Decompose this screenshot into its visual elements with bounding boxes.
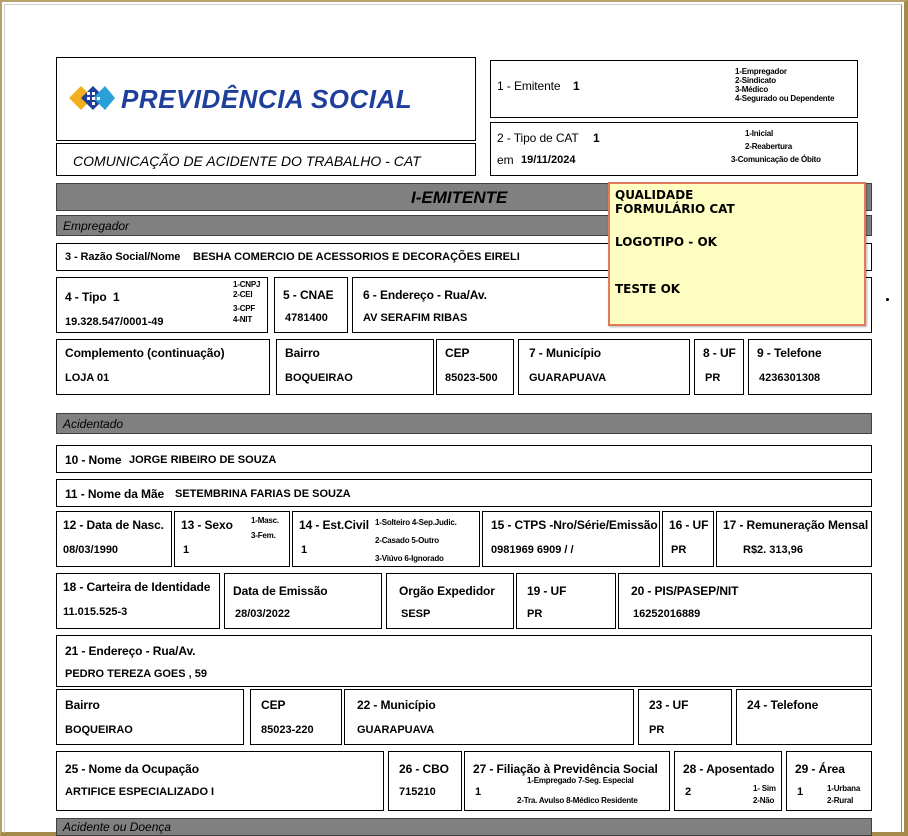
acidente-bar xyxy=(56,818,872,836)
uf16-value: PR xyxy=(671,544,687,556)
municipio-empregador-value: GUARAPUAVA xyxy=(529,372,607,384)
cep-acidentado-field xyxy=(250,689,342,745)
tipo-opt-2: 2-CEI xyxy=(233,290,253,299)
form-title-box xyxy=(56,143,476,176)
filiacao-field xyxy=(464,751,670,811)
endereco-acidentado-field xyxy=(56,635,872,687)
estcivil-value: 1 xyxy=(301,544,308,556)
uf19-value: PR xyxy=(527,608,543,620)
remun-field xyxy=(716,511,872,567)
estcivil-label: 14 - Est.Civil xyxy=(299,518,369,532)
filiacao-value: 1 xyxy=(475,786,482,798)
tipo-cat-opt-3: 3-Comunicação de Óbito xyxy=(731,155,821,164)
note-line-1: QUALIDADE xyxy=(615,188,694,202)
emissao-label: Data de Emissão xyxy=(233,584,328,598)
sexo-field xyxy=(174,511,290,567)
area-opt-2: 2-Rural xyxy=(827,796,854,805)
aposentado-label: 28 - Aposentado xyxy=(683,762,775,776)
tipo-label: 4 - Tipo xyxy=(65,290,107,304)
sexo-opt-1: 1-Masc. xyxy=(251,516,279,525)
area-field xyxy=(786,751,872,811)
bairro-acidentado-value: BOQUEIRAO xyxy=(65,724,133,736)
cbo-label: 26 - CBO xyxy=(399,762,449,776)
endereco-acidentado-value: PEDRO TEREZA GOES , 59 xyxy=(65,668,208,680)
bairro-acidentado-field xyxy=(56,689,244,745)
note-line-4: TESTE OK xyxy=(615,282,681,296)
orgao-value: SESP xyxy=(401,608,431,620)
uf23-field xyxy=(638,689,732,745)
uf19-label: 19 - UF xyxy=(527,584,567,598)
tipo-opt-4: 4-NIT xyxy=(233,315,253,324)
cnae-label: 5 - CNAE xyxy=(283,288,334,302)
sexo-value: 1 xyxy=(183,544,190,556)
nome-field xyxy=(56,445,872,473)
area-label: 29 - Área xyxy=(795,762,845,776)
tipo-value: 1 xyxy=(113,290,120,304)
tipo-cat-box xyxy=(490,122,858,176)
sexo-opt-2: 3-Fem. xyxy=(251,531,276,540)
cnae-field xyxy=(274,277,348,333)
tipo-cat-opt-1: 1-Inicial xyxy=(745,129,773,138)
razao-label: 3 - Razão Social/Nome xyxy=(65,251,181,263)
nome-value: JORGE RIBEIRO DE SOUZA xyxy=(129,454,277,466)
estcivil-field xyxy=(292,511,480,567)
em-label: em xyxy=(497,153,514,167)
ocupacao-field xyxy=(56,751,384,811)
cep-empregador-field xyxy=(436,339,514,395)
aposentado-opt-2: 2-Não xyxy=(753,796,775,805)
logo-box xyxy=(56,57,476,141)
emitente-opt-2: 2-Sindicato xyxy=(735,76,776,85)
cep-empregador-label: CEP xyxy=(445,346,470,360)
endereco-empregador-label: 6 - Endereço - Rua/Av. xyxy=(363,288,487,302)
tipo-opt-1: 1-CNPJ xyxy=(233,280,261,289)
identidade-field xyxy=(56,573,220,629)
telefone-acidentado-label: 24 - Telefone xyxy=(747,698,819,712)
emissao-value: 28/03/2022 xyxy=(235,608,291,620)
bairro-empregador-value: BOQUEIRAO xyxy=(285,372,353,384)
note-line-3: LOGOTIPO - OK xyxy=(615,235,717,249)
complemento-value: LOJA 01 xyxy=(65,372,110,384)
tipo-field xyxy=(56,277,268,333)
form-title: COMUNICAÇÃO DE ACIDENTE DO TRABALHO - CAT xyxy=(73,153,421,169)
ocupacao-label: 25 - Nome da Ocupação xyxy=(65,762,199,776)
identidade-label: 18 - Carteira de Identidade xyxy=(63,580,211,594)
note-line-2: FORMULÁRIO CAT xyxy=(615,202,735,216)
cbo-field xyxy=(388,751,462,811)
section-emitente-title: I-EMITENTE xyxy=(411,188,508,207)
municipio-empregador-field xyxy=(518,339,690,395)
em-value: 19/11/2024 xyxy=(521,154,576,166)
mae-field xyxy=(56,479,872,507)
uf23-value: PR xyxy=(649,724,665,736)
emitente-label: 1 - Emitente xyxy=(497,79,561,93)
bairro-empregador-field xyxy=(276,339,434,395)
municipio-empregador-label: 7 - Município xyxy=(529,346,602,360)
logo-text: PREVIDÊNCIA SOCIAL xyxy=(121,84,413,114)
nasc-label: 12 - Data de Nasc. xyxy=(63,518,164,532)
estcivil-opt-b: 2-Casado 5-Outro xyxy=(375,536,439,545)
uf-empregador-label: 8 - UF xyxy=(703,346,736,360)
cep-empregador-value: 85023-500 xyxy=(445,372,498,384)
telefone-empregador-field xyxy=(748,339,872,395)
emitente-opt-3: 3-Médico xyxy=(735,85,769,94)
pis-label: 20 - PIS/PASEP/NIT xyxy=(631,584,739,598)
municipio-acidentado-label: 22 - Município xyxy=(357,698,436,712)
ctps-value: 0981969 6909 / / xyxy=(491,544,574,556)
uf19-field xyxy=(516,573,616,629)
pis-field xyxy=(618,573,872,629)
acidentado-bar-label: Acidentado xyxy=(63,417,124,431)
emitente-value: 1 xyxy=(573,79,580,93)
nasc-field xyxy=(56,511,172,567)
cbo-value: 715210 xyxy=(399,786,436,798)
cep-acidentado-value: 85023-220 xyxy=(261,724,314,736)
orgao-label: Orgão Expedidor xyxy=(399,584,495,598)
remun-label: 17 - Remuneração Mensal xyxy=(723,518,869,532)
nasc-value: 08/03/1990 xyxy=(63,544,119,556)
telefone-acidentado-field xyxy=(736,689,872,745)
tipo-opt-3: 3-CPF xyxy=(233,304,256,313)
tipo-cat-opt-2: 2-Reabertura xyxy=(745,142,792,151)
stray-dot xyxy=(886,298,889,301)
ocupacao-value: ARTIFICE ESPECIALIZADO I xyxy=(65,786,215,798)
emitente-box xyxy=(490,60,858,118)
cnpj-value: 19.328.547/0001-49 xyxy=(65,316,164,328)
orgao-field xyxy=(386,573,514,629)
mae-label: 11 - Nome da Mãe xyxy=(65,487,165,501)
acidentado-bar xyxy=(56,413,872,434)
telefone-empregador-label: 9 - Telefone xyxy=(757,346,822,360)
uf16-label: 16 - UF xyxy=(669,518,709,532)
remun-value: R$2. 313,96 xyxy=(743,544,803,556)
complemento-field xyxy=(56,339,270,395)
filiacao-opt-b: 2-Tra. Avulso 8-Médico Residente xyxy=(517,796,638,805)
razao-value: BESHA COMERCIO DE ACESSORIOS E DECORAÇÕES EIRELI xyxy=(193,251,520,263)
ctps-label: 15 - CTPS -Nro/Série/Emissão xyxy=(491,518,658,532)
ctps-field xyxy=(482,511,660,567)
aposentado-field xyxy=(674,751,782,811)
uf23-label: 23 - UF xyxy=(649,698,689,712)
uf-empregador-value: PR xyxy=(705,372,721,384)
emitente-opt-4: 4-Segurado ou Dependente xyxy=(735,94,835,103)
estcivil-opt-a: 1-Solteiro 4-Sep.Judic. xyxy=(375,518,457,527)
pis-value: 16252016889 xyxy=(633,608,701,620)
cep-acidentado-label: CEP xyxy=(261,698,286,712)
emitente-opt-1: 1-Empregador xyxy=(735,67,787,76)
complemento-label: Complemento (continuação) xyxy=(65,346,225,360)
nome-label: 10 - Nome xyxy=(65,453,122,467)
sexo-label: 13 - Sexo xyxy=(181,518,233,532)
quality-note[interactable] xyxy=(608,182,866,326)
tipo-cat-label: 2 - Tipo de CAT xyxy=(497,131,579,145)
area-opt-1: 1-Urbana xyxy=(827,784,861,793)
previdencia-logo-icon xyxy=(67,80,117,116)
bairro-empregador-label: Bairro xyxy=(285,346,320,360)
telefone-empregador-value: 4236301308 xyxy=(759,372,821,384)
aposentado-opt-1: 1- Sim xyxy=(753,784,776,793)
endereco-acidentado-label: 21 - Endereço - Rua/Av. xyxy=(65,644,196,658)
area-value: 1 xyxy=(797,786,804,798)
municipio-acidentado-value: GUARAPUAVA xyxy=(357,724,435,736)
identidade-value: 11.015.525-3 xyxy=(63,606,128,618)
tipo-cat-value: 1 xyxy=(593,131,600,145)
estcivil-opt-c: 3-Viúvo 6-Ignorado xyxy=(375,554,444,563)
mae-value: SETEMBRINA FARIAS DE SOUZA xyxy=(175,488,351,500)
filiacao-opt-a: 1-Empregado 7-Seg. Especial xyxy=(527,776,634,785)
filiacao-label: 27 - Filiação à Previdência Social xyxy=(473,762,658,776)
acidente-bar-label: Acidente ou Doença xyxy=(63,820,172,834)
uf16-field xyxy=(662,511,714,567)
endereco-empregador-value: AV SERAFIM RIBAS xyxy=(363,312,468,324)
emissao-field xyxy=(224,573,382,629)
bairro-acidentado-label: Bairro xyxy=(65,698,100,712)
municipio-acidentado-field xyxy=(344,689,634,745)
aposentado-value: 2 xyxy=(685,786,692,798)
uf-empregador-field xyxy=(694,339,744,395)
cnae-value: 4781400 xyxy=(285,312,328,324)
empregador-bar-label: Empregador xyxy=(63,219,130,233)
